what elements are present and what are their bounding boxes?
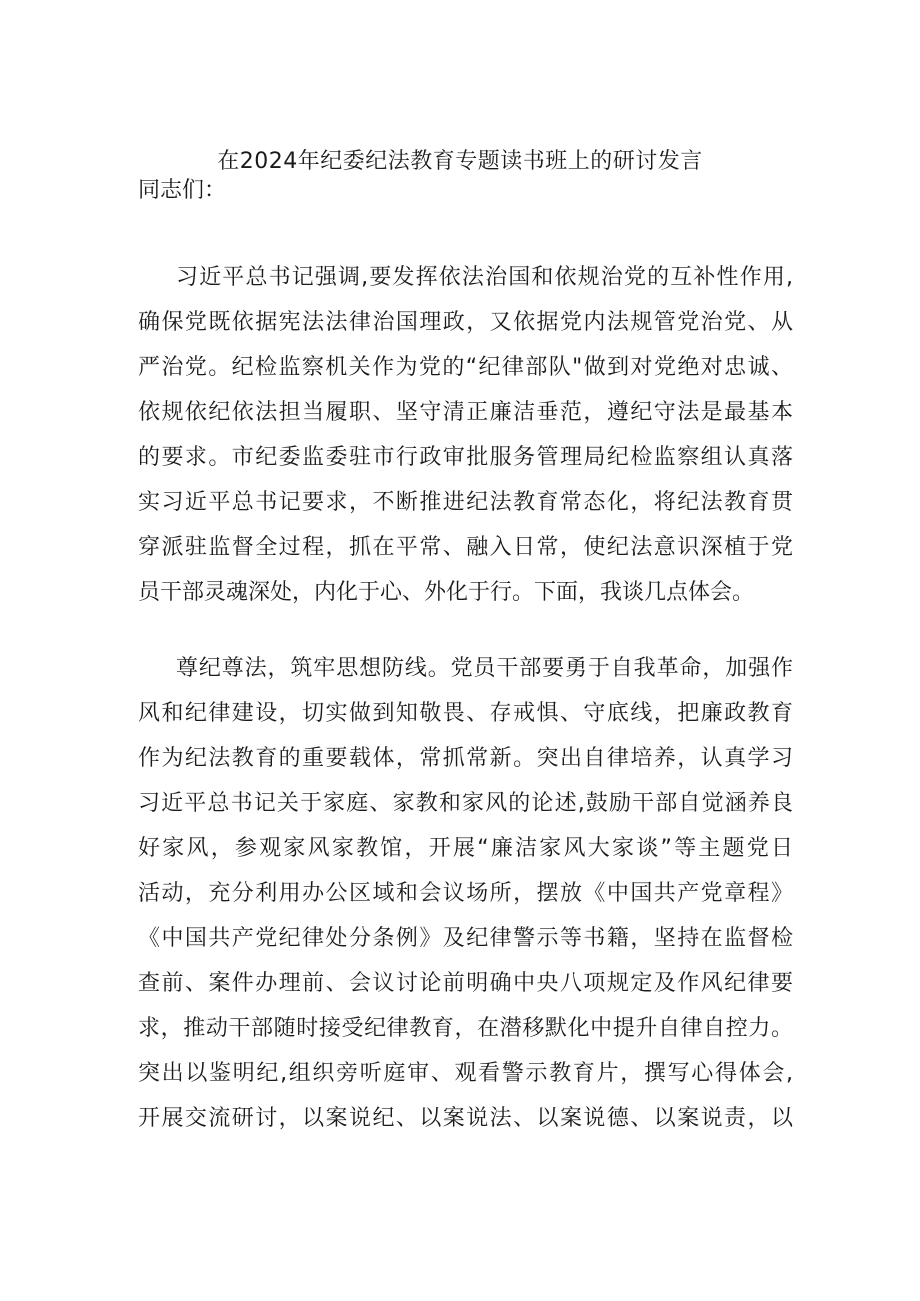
- paragraph-line: 作为纪法教育的重要载体，常抓常新。突出自律培养，认真学习: [138, 746, 793, 771]
- paragraph-line: 确保党既依据宪法法律治国理政，又依据党内法规管党治党、从: [138, 310, 793, 335]
- paragraph-line: 穿派驻监督全过程，抓在平常、融入日常，使纪法意识深植于党: [138, 535, 793, 560]
- salutation: 同志们：: [138, 178, 227, 203]
- paragraph-line: 尊纪尊法，筑牢思想防线。党员干部要勇于自我革命，加强作: [176, 656, 793, 681]
- paragraph-line: 好家风，参观家风家教馆，开展“廉洁家风大家谈”等主题党日: [138, 836, 793, 861]
- paragraph-line: 求，推动干部随时接受纪律教育，在潜移默化中提升自律自控力。: [138, 1016, 793, 1041]
- document-title: 在2024年纪委纪法教育专题读书班上的研讨发言: [217, 149, 703, 174]
- paragraph-line: 员干部灵魂深处，内化于心、外化于行。下面，我谈几点体会。: [138, 580, 755, 605]
- paragraph-line: 依规依纪依法担当履职、坚守清正廉洁垂范，遵纪守法是最基本: [138, 400, 793, 425]
- paragraph-line: 活动，充分利用办公区域和会议场所，摆放《中国共产党章程》: [138, 881, 793, 906]
- paragraph-line: 《中国共产党纪律处分条例》及纪律警示等书籍，坚持在监督检: [138, 926, 793, 951]
- paragraph-line: 突出以鉴明纪,组织旁听庭审、观看警示教育片，撰写心得体会,: [138, 1061, 793, 1086]
- paragraph-line: 实习近平总书记要求，不断推进纪法教育常态化，将纪法教育贯: [138, 490, 793, 515]
- paragraph-line: 严治党。纪检监察机关作为党的“纪律部队"做到对党绝对忠诚、: [138, 355, 793, 380]
- paragraph-line: 查前、案件办理前、会议讨论前明确中央八项规定及作风纪律要: [138, 971, 793, 996]
- paragraph-line: 习近平总书记关于家庭、家教和家风的论述,鼓励干部自觉涵养良: [138, 791, 793, 816]
- paragraph-line: 的要求。市纪委监委驻市行政审批服务管理局纪检监察组认真落: [138, 445, 793, 470]
- paragraph-line: 风和纪律建设，切实做到知敬畏、存戒惧、守底线，把廉政教育: [138, 701, 793, 726]
- paragraph-line: 习近平总书记强调,要发挥依法治国和依规治党的互补性作用,: [176, 265, 793, 290]
- paragraph-line: 开展交流研讨，以案说纪、以案说法、以案说德、以案说责，以: [138, 1106, 793, 1131]
